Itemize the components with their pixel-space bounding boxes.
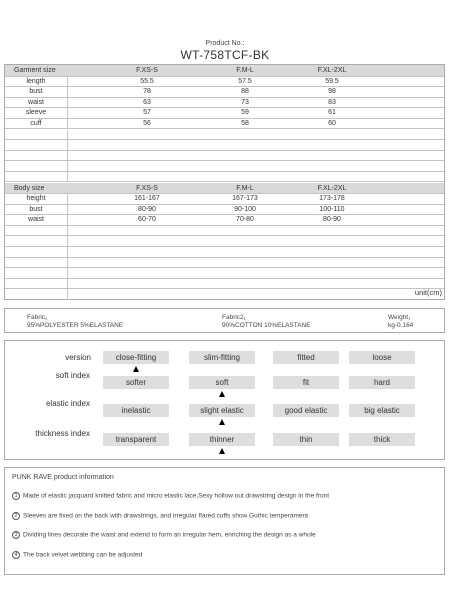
empty-row xyxy=(5,151,444,162)
info-item xyxy=(12,492,329,500)
option-soft: soft xyxy=(189,376,255,389)
fabric-box xyxy=(4,308,445,333)
option-fitted: fitted xyxy=(273,351,339,364)
table-cell: 63 xyxy=(143,98,151,106)
table-cell: 59 xyxy=(241,109,249,117)
table-cell: 78 xyxy=(143,88,151,96)
empty-cell xyxy=(5,268,68,278)
weight-label: Weight₁ xyxy=(388,314,411,321)
table-cell: 73 xyxy=(241,98,249,106)
table-cell: 161-167 xyxy=(134,195,160,202)
product-code: WT-758TCF-BK xyxy=(180,48,270,62)
product-no-label: Product No.: xyxy=(205,40,245,47)
empty-cell xyxy=(5,161,68,171)
table-cell: 80-90 xyxy=(138,205,156,213)
table-row xyxy=(5,87,444,98)
table-cell: 60-70 xyxy=(138,216,156,224)
empty-row xyxy=(5,130,444,141)
table-cell: 56 xyxy=(143,119,151,127)
empty-row xyxy=(5,258,444,269)
info-item-text: Made of elastic jacquard knitted fabric and micro elastic lace,Sexy hollow out drawstring design in the front xyxy=(23,492,330,500)
info-item xyxy=(12,512,308,520)
table-row xyxy=(5,205,444,216)
info-item xyxy=(12,531,316,539)
fabric-1 xyxy=(27,314,123,330)
option-big-elastic: big elastic xyxy=(349,404,415,417)
empty-cell xyxy=(5,140,68,150)
selected-marker-icon xyxy=(219,391,225,397)
garment-header-row xyxy=(5,65,444,77)
table-cell: 88 xyxy=(241,88,249,96)
row-label: sleeve xyxy=(5,108,68,118)
option-thinner: thinner xyxy=(189,433,255,446)
selected-marker-icon xyxy=(219,448,225,454)
option-inelastic: inelastic xyxy=(103,404,169,417)
empty-cell xyxy=(5,279,68,289)
empty-cell xyxy=(5,258,68,268)
empty-row xyxy=(5,161,444,172)
weight-value: kg-0.164 xyxy=(388,322,414,329)
fabric-1-label: Fabric₁ xyxy=(27,314,48,321)
thickness-index-label: thickness index xyxy=(35,429,90,438)
table-row xyxy=(5,108,444,119)
row-label: cuff xyxy=(5,119,68,129)
table-cell: 173-178 xyxy=(319,195,345,202)
table-cell: 80-90 xyxy=(323,216,341,224)
circled-number-icon: 3 xyxy=(12,531,20,539)
info-item-text: Sleeves are fixed on the back with drawstrings, and irregular flared cuffs show Gothic temperament xyxy=(23,512,308,520)
empty-row xyxy=(5,236,444,247)
row-label: waist xyxy=(5,98,68,108)
row-label: waist xyxy=(5,215,68,225)
size-header: F.M-L xyxy=(236,67,254,74)
version-label: version xyxy=(65,353,91,362)
option-hard: hard xyxy=(349,376,415,389)
table-row xyxy=(5,77,444,88)
info-item xyxy=(12,551,142,559)
empty-row xyxy=(5,140,444,151)
body-header-row xyxy=(5,183,444,195)
empty-row xyxy=(5,172,444,183)
table-cell: 61 xyxy=(328,109,336,117)
option-thin: thin xyxy=(273,433,339,446)
table-row xyxy=(5,194,444,205)
selected-marker-icon xyxy=(133,366,139,372)
circled-number-icon: 1 xyxy=(12,492,20,500)
empty-row xyxy=(5,268,444,279)
row-label: bust xyxy=(5,205,68,215)
option-fit: fit xyxy=(273,376,339,389)
empty-row xyxy=(5,279,444,290)
table-cell: 59.5 xyxy=(325,77,339,85)
fabric-2-label: Fabric2₁ xyxy=(222,314,246,321)
selected-marker-icon xyxy=(219,419,225,425)
empty-cell xyxy=(5,151,68,161)
option-softer: softer xyxy=(103,376,169,389)
option-close-fitting: close-fitting xyxy=(103,351,169,364)
empty-cell xyxy=(5,236,68,246)
table-row xyxy=(5,98,444,109)
size-header: F.M-L xyxy=(236,184,254,192)
index-box xyxy=(4,340,445,460)
size-header: F.XS-S xyxy=(136,184,158,192)
option-thick: thick xyxy=(349,433,415,446)
fabric-2 xyxy=(222,314,311,330)
garment-size-label: Garment size xyxy=(14,67,56,74)
table-cell: 58 xyxy=(241,119,249,127)
option-slight-elastic: slight elastic xyxy=(189,404,255,417)
unit-label: unit(cm) xyxy=(414,288,442,297)
table-row xyxy=(5,119,444,130)
table-cell: 55.5 xyxy=(140,77,154,85)
empty-row xyxy=(5,289,444,300)
table-cell: 167-173 xyxy=(232,195,258,202)
info-title: PUNK RAVE product information xyxy=(12,474,114,481)
option-loose: loose xyxy=(349,351,415,364)
size-header: F.XL-2XL xyxy=(317,184,347,192)
table-cell: 57 xyxy=(143,109,151,117)
table-cell: 90-100 xyxy=(234,205,256,213)
row-label: bust xyxy=(5,87,68,97)
weight xyxy=(388,314,413,330)
table-cell: 98 xyxy=(328,88,336,96)
size-header: F.XS-S xyxy=(136,67,158,74)
table-cell: 60 xyxy=(328,119,336,127)
row-label: height xyxy=(5,194,68,204)
circled-number-icon: 2 xyxy=(12,512,20,520)
fabric-2-value: 90%COTTON 10%ELASTANE xyxy=(222,322,311,329)
empty-row xyxy=(5,247,444,258)
empty-cell xyxy=(5,130,68,140)
info-item-text: The back velvet webbing can be adjusted xyxy=(23,551,143,559)
empty-cell xyxy=(5,226,68,236)
table-cell: 100-110 xyxy=(319,205,345,213)
option-slim-fitting: slim-fitting xyxy=(189,351,255,364)
size-table xyxy=(4,64,445,300)
table-cell: 70-80 xyxy=(236,216,254,224)
empty-cell xyxy=(5,172,68,182)
info-item-text: Dividing lines decorate the waist and extend to form an irregular hem, enriching the design as a whole xyxy=(23,531,316,539)
soft-index-label: soft index xyxy=(55,371,90,380)
table-cell: 57.5 xyxy=(238,77,252,85)
empty-cell xyxy=(5,289,68,300)
option-good-elastic: good elastic xyxy=(273,404,339,417)
circled-number-icon: 4 xyxy=(12,551,20,559)
table-cell: 83 xyxy=(328,98,336,106)
table-row xyxy=(5,215,444,226)
row-label: length xyxy=(5,77,68,87)
product-info-box xyxy=(4,467,445,575)
empty-cell xyxy=(5,247,68,257)
size-header: F.XL-2XL xyxy=(317,67,347,74)
body-size-label: Body size xyxy=(14,184,45,192)
elastic-index-label: elastic index xyxy=(45,399,90,408)
fabric-1-value: 95%POLYESTER 5%ELASTANE xyxy=(27,322,124,329)
option-transparent: transparent xyxy=(103,433,169,446)
empty-row xyxy=(5,226,444,237)
